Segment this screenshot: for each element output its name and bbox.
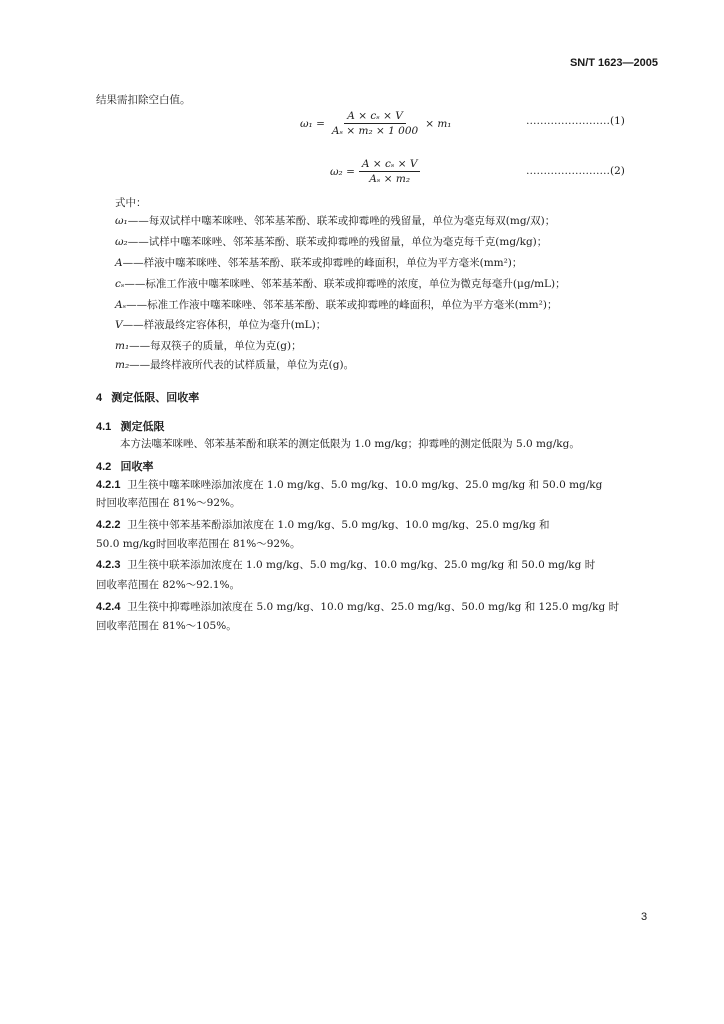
formula-1-denominator: Aₛ × m₂ × 1 000	[331, 125, 419, 137]
formula-1-tail: × m₁	[425, 117, 452, 130]
definition-text: ——试样中噻苯咪唑、邻苯基苯酚、联苯或抑霉唑的残留量，单位为毫克每千克(mg/kg)；	[127, 236, 548, 248]
definition-symbol: A	[115, 257, 123, 269]
section-4-1-heading	[96, 418, 164, 434]
formula-1	[300, 110, 452, 137]
section-title: 测定低限	[120, 421, 165, 433]
formula-2-numerator: A × cₛ × V	[359, 158, 421, 172]
paragraph-line: 回收率范围在 81%～105%。	[96, 620, 237, 632]
section-number: 4.2.1	[96, 479, 121, 491]
definition-text: ——每双试样中噻苯咪唑、邻苯基苯酚、联苯或抑霉唑的残留量，单位为毫克每双(mg/双)；	[127, 215, 556, 227]
formula-2-lhs: ω₂ =	[330, 165, 355, 178]
formula-2	[330, 158, 420, 185]
section-4-2-1	[96, 478, 602, 492]
definition-row	[115, 298, 557, 312]
definition-row	[115, 339, 302, 353]
definition-text: ——样液最终定容体积，单位为毫升(mL)；	[122, 319, 327, 331]
definition-text: ——标准工作液中噻苯咪唑、邻苯基苯酚、联苯或抑霉唑的浓度，单位为微克每毫升(μg/mL)；	[124, 278, 566, 290]
definition-symbol: V	[115, 319, 123, 331]
formula-1-numerator: A × cₛ × V	[344, 110, 406, 124]
paragraph-line: 卫生筷中联苯添加浓度在 1.0 mg/kg、5.0 mg/kg、10.0 mg/kg、25.0 mg/kg 和 50.0 mg/kg 时	[127, 559, 596, 571]
definition-symbol: Aₛ	[115, 299, 127, 311]
paragraph-line: 卫生筷中噻苯咪唑添加浓度在 1.0 mg/kg、5.0 mg/kg、10.0 mg/kg、25.0 mg/kg 和 50.0 mg/kg	[127, 479, 603, 491]
section-number: 4.2.2	[96, 519, 121, 531]
formula-2-fraction	[359, 158, 421, 185]
document-code: SN/T 1623—2005	[569, 57, 658, 69]
section-4-heading	[96, 389, 199, 405]
section-4-2-3	[96, 558, 595, 572]
definition-symbol: m₂	[115, 359, 130, 371]
formula-2-ref: ……………………(2)	[526, 165, 625, 177]
section-title: 测定低限、回收率	[111, 392, 200, 404]
intro-text: 结果需扣除空白值。	[96, 94, 191, 106]
section-number: 4.2	[96, 461, 112, 473]
paragraph-line: 50.0 mg/kg时回收率范围在 81%～92%。	[96, 538, 301, 550]
section-4-2-2	[96, 518, 550, 532]
section-number: 4.2.3	[96, 559, 121, 571]
definition-row	[115, 256, 522, 270]
definition-text: ——每双筷子的质量，单位为克(g)；	[129, 340, 302, 352]
paragraph-line: 卫生筷中抑霉唑添加浓度在 5.0 mg/kg、10.0 mg/kg、25.0 mg/kg、50.0 mg/kg 和 125.0 mg/kg 时	[127, 601, 620, 613]
section-number: 4.1	[96, 421, 112, 433]
section-4-1-body: 本方法噻苯咪唑、邻苯基苯酚和联苯的测定低限为 1.0 mg/kg；抑霉唑的测定低限为 5.0 mg/kg。	[120, 438, 580, 450]
section-number: 4	[96, 392, 103, 404]
where-label: 式中：	[115, 197, 147, 209]
definition-symbol: cₛ	[115, 278, 125, 290]
definition-row	[115, 214, 555, 228]
paragraph-line: 回收率范围在 82%～92.1%。	[96, 579, 241, 591]
section-4-2-heading	[96, 458, 153, 474]
formula-2-denominator: Aₛ × m₂	[369, 173, 411, 185]
definition-row	[115, 358, 354, 372]
definition-row	[115, 318, 326, 332]
definition-symbol: ω₁	[115, 215, 128, 227]
section-title: 回收率	[120, 461, 154, 473]
paragraph-line: 卫生筷中邻苯基苯酚添加浓度在 1.0 mg/kg、5.0 mg/kg、10.0 mg/kg、25.0 mg/kg 和	[127, 519, 550, 531]
formula-1-fraction	[329, 110, 421, 137]
section-4-2-4	[96, 600, 619, 614]
definition-symbol: ω₂	[115, 236, 128, 248]
definition-text: ——标准工作液中噻苯咪唑、邻苯基苯酚、联苯或抑霉唑的峰面积，单位为平方毫米(mm²)；	[126, 299, 558, 311]
definition-row	[115, 235, 547, 249]
definition-row	[115, 277, 566, 291]
definition-text: ——样液中噻苯咪唑、邻苯基苯酚、联苯或抑霉唑的峰面积，单位为平方毫米(mm²)；	[122, 257, 523, 269]
formula-1-ref: ……………………(1)	[526, 115, 625, 127]
definition-symbol: m₁	[115, 340, 130, 352]
section-number: 4.2.4	[96, 601, 121, 613]
paragraph-line: 时回收率范围在 81%～92%。	[96, 497, 241, 509]
definition-text: ——最终样液所代表的试样质量，单位为克(g)。	[129, 359, 355, 371]
formula-1-lhs: ω₁ =	[300, 117, 325, 130]
page-number: 3	[641, 911, 648, 923]
